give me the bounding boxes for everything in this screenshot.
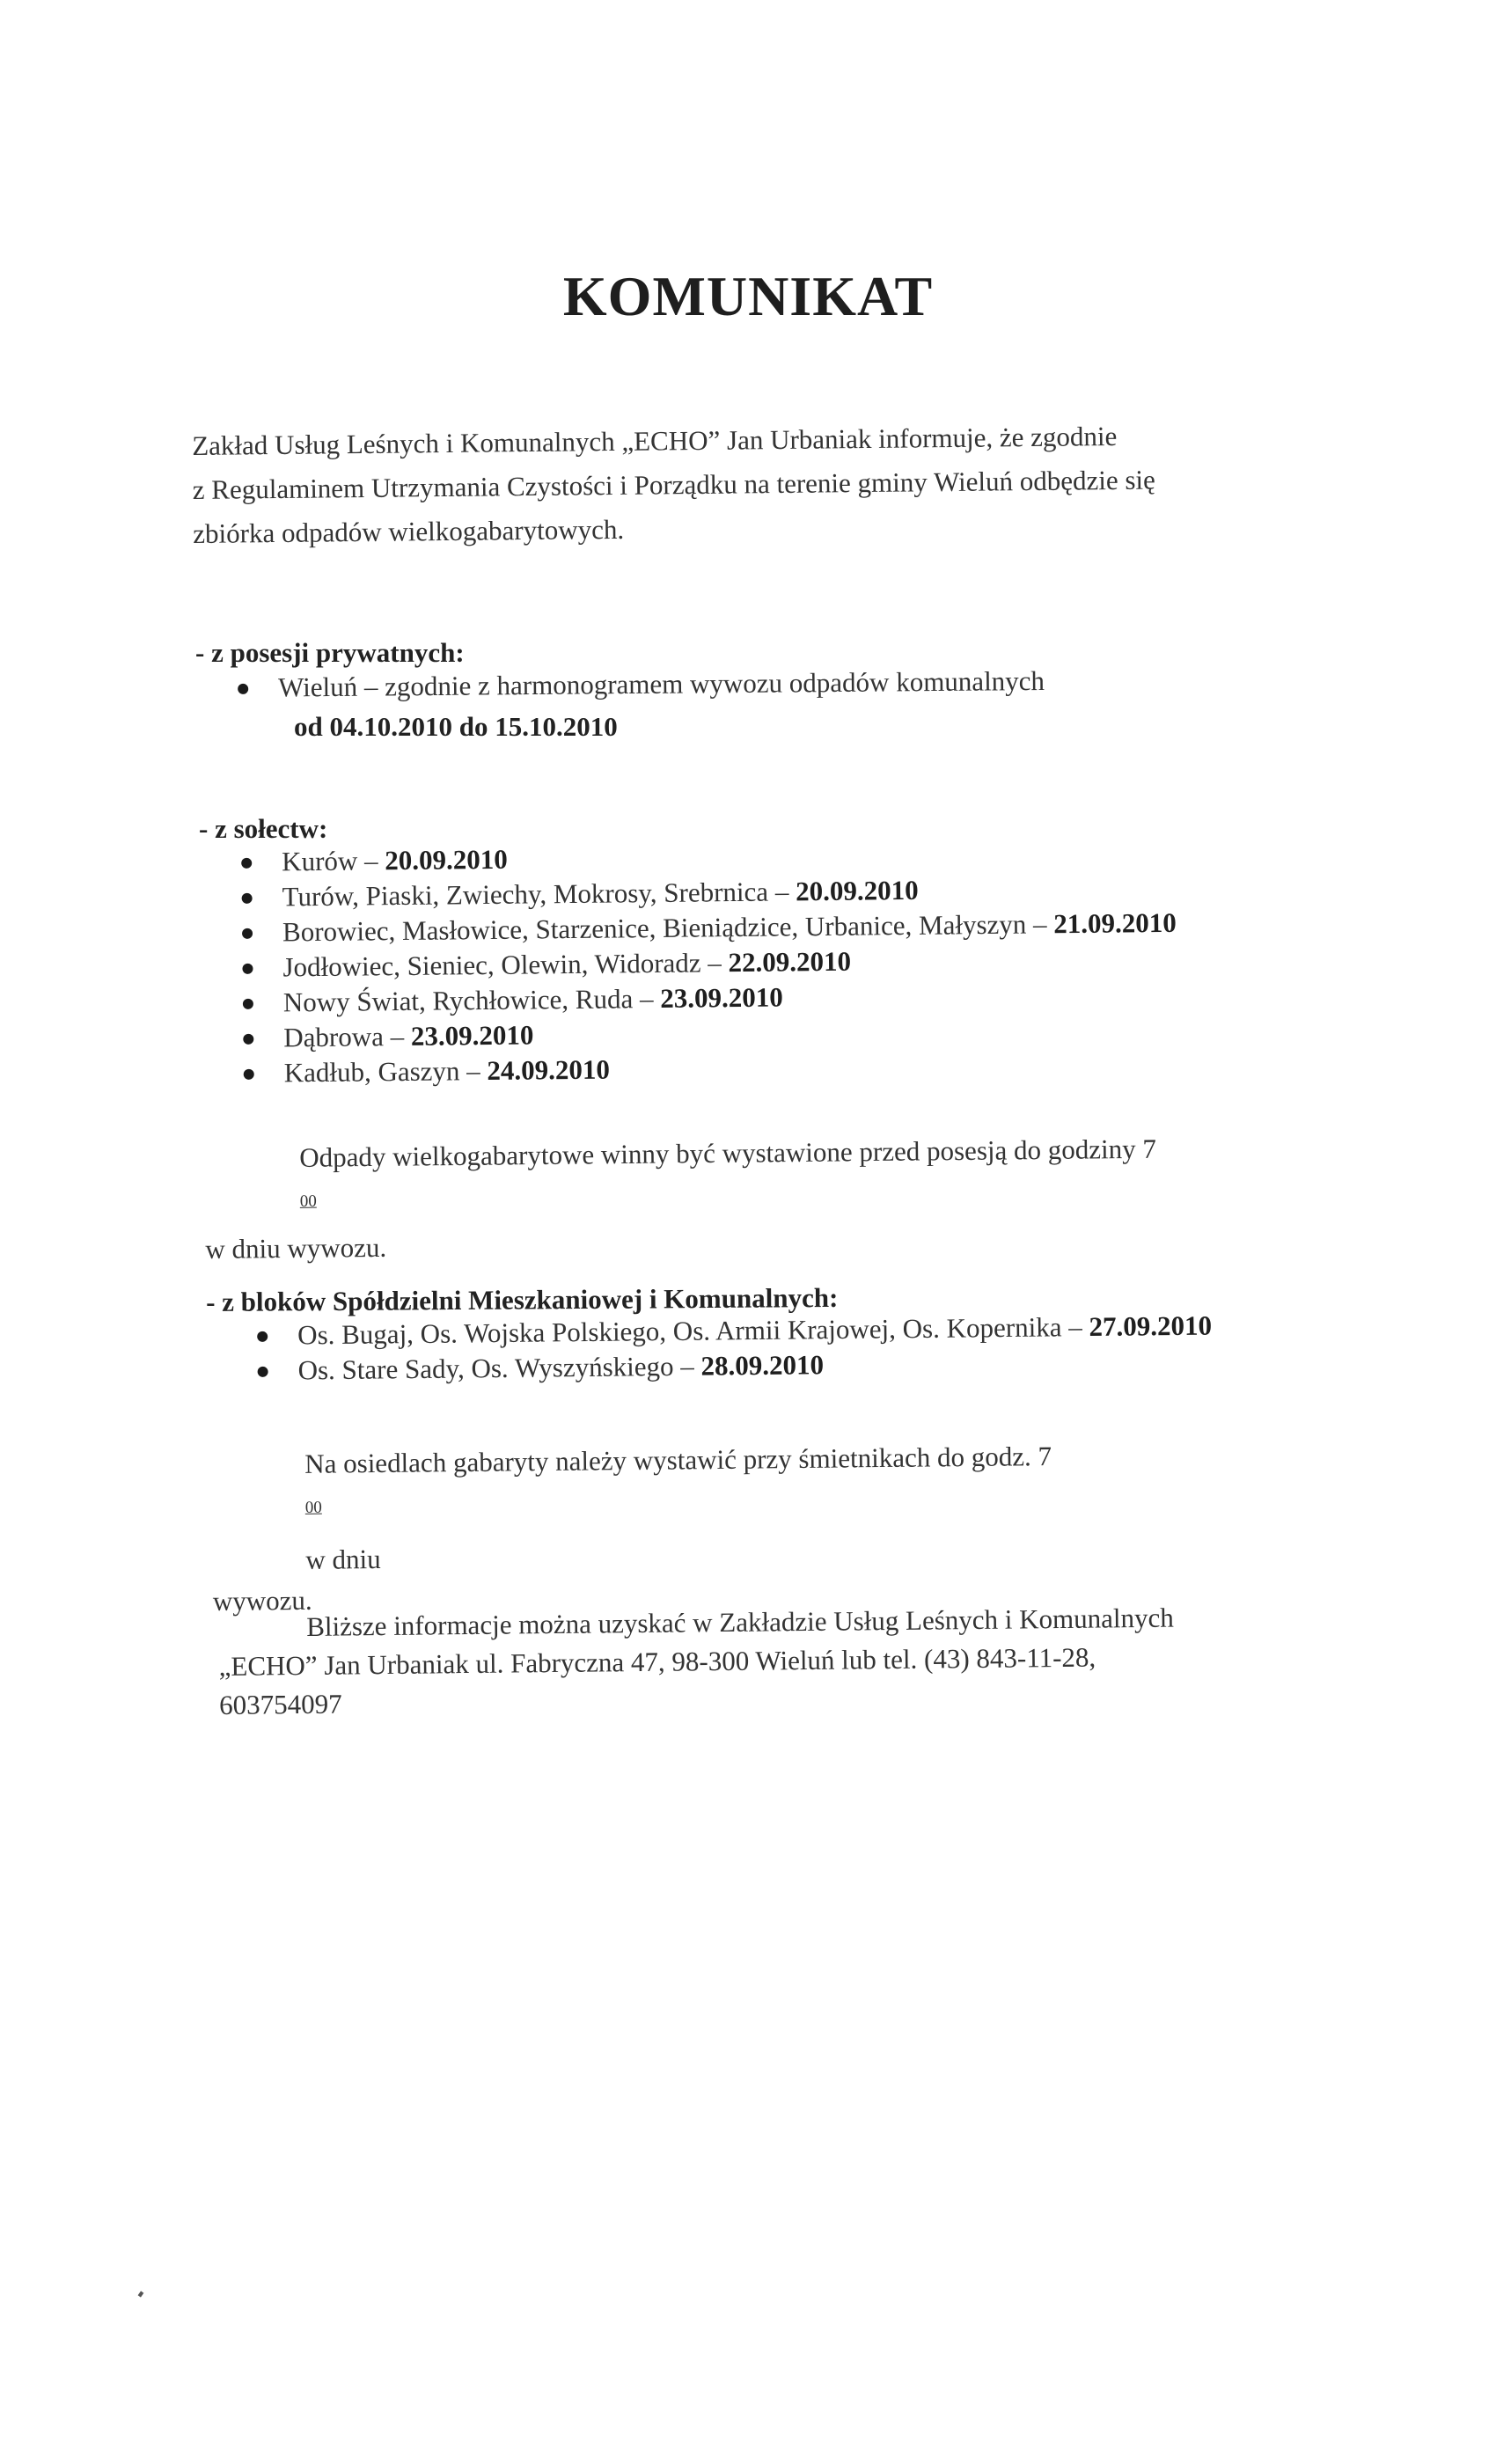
places: Dąbrowa – <box>283 1020 412 1053</box>
contact-line: „ECHO” Jan Urbaniak ul. Fabryczna 47, 98-300 Wieluń lub tel. (43) 843-11-28, <box>218 1641 1096 1682</box>
scan-speck <box>138 2291 144 2297</box>
date: 22.09.2010 <box>728 945 852 979</box>
notice-text: Odpady wielkogabarytowe winny być wystawione przed posesją do godziny 7 <box>299 1133 1157 1173</box>
intro-paragraph <box>192 414 1156 556</box>
contact-paragraph <box>218 1599 1175 1725</box>
blocks-list <box>250 1309 1213 1389</box>
intro-line: zbiórka odpadów wielkogabarytowych. <box>193 513 625 549</box>
notice-display-time <box>204 1127 1157 1272</box>
date: 28.09.2010 <box>700 1349 825 1382</box>
solectwa-list <box>234 835 1178 1091</box>
date: 21.09.2010 <box>1053 906 1177 940</box>
notice-text: w dniu <box>305 1543 381 1575</box>
bullet-icon <box>242 893 253 904</box>
time-superscript: 00 <box>299 1192 317 1211</box>
private-list <box>231 664 1045 706</box>
date: 27.09.2010 <box>1089 1309 1213 1343</box>
bullet-icon <box>238 684 248 694</box>
intro-line: Zakład Usług Leśnych i Komunalnych „ECHO” Jan Urbaniak informuje, że zgodnie <box>192 420 1118 461</box>
private-item-text: Wieluń – zgodnie z harmonogramem wywozu odpadów komunalnych <box>278 664 1045 703</box>
blocks-heading: - z bloków Spółdzielni Mieszkaniowej i Komunalnych: <box>206 1281 839 1317</box>
contact-line: Bliższe informacje można uzyskać w Zakładzie Usług Leśnych i Komunalnych <box>306 1602 1175 1642</box>
notice-line <box>204 1127 1157 1233</box>
bullet-icon <box>243 1034 253 1045</box>
bullet-icon <box>242 928 253 939</box>
solectwa-heading: - z sołectw: <box>199 813 328 844</box>
places: Os. Bugaj, Os. Wojska Polskiego, Os. Armii Krajowej, Os. Kopernika – <box>297 1311 1089 1351</box>
bullet-icon <box>244 1069 254 1080</box>
places: Borowiec, Masłowice, Starzenice, Bieniądzice, Urbanice, Małyszyn – <box>282 908 1054 948</box>
private-heading: - z posesji prywatnych: <box>195 637 465 668</box>
notice-line: w dniu wywozu. <box>205 1231 387 1265</box>
places: Kurów – <box>282 845 385 877</box>
intro-line: z Regulaminem Utrzymania Czystości i Porządku na terenie gminy Wieluń odbędzie się <box>192 464 1155 505</box>
notice-line <box>211 1434 1052 1583</box>
places: Nowy Świat, Rychłowice, Ruda – <box>282 982 661 1018</box>
bullet-icon <box>241 858 252 869</box>
contact-line: 603754097 <box>218 1688 342 1720</box>
bullet-icon <box>258 1367 268 1377</box>
places: Os. Stare Sady, Os. Wyszyńskiego – <box>297 1350 701 1386</box>
list-item <box>231 664 1045 706</box>
places: Turów, Piaski, Zwiechy, Mokrosy, Srebrnica – <box>282 876 796 913</box>
notice-line: wywozu. <box>212 1584 312 1617</box>
page-title: KOMUNIKAT <box>562 265 934 327</box>
notice-estates <box>211 1434 1053 1624</box>
places: Jodłowiec, Sieniec, Olewin, Widoradz – <box>282 947 729 983</box>
date: 20.09.2010 <box>385 843 508 876</box>
places: Kadłub, Gaszyn – <box>283 1055 488 1089</box>
date: 24.09.2010 <box>487 1053 611 1087</box>
date: 20.09.2010 <box>795 874 919 907</box>
date: 23.09.2010 <box>660 981 783 1014</box>
private-dates: od 04.10.2010 do 15.10.2010 <box>294 711 618 742</box>
bullet-icon <box>243 999 253 1009</box>
time-superscript: 00 <box>304 1498 322 1517</box>
notice-text: Na osiedlach gabaryty należy wystawić przy śmietnikach do godz. 7 <box>304 1441 1052 1479</box>
bullet-icon <box>257 1331 268 1342</box>
date: 23.09.2010 <box>410 1019 534 1052</box>
bullet-icon <box>242 964 253 974</box>
